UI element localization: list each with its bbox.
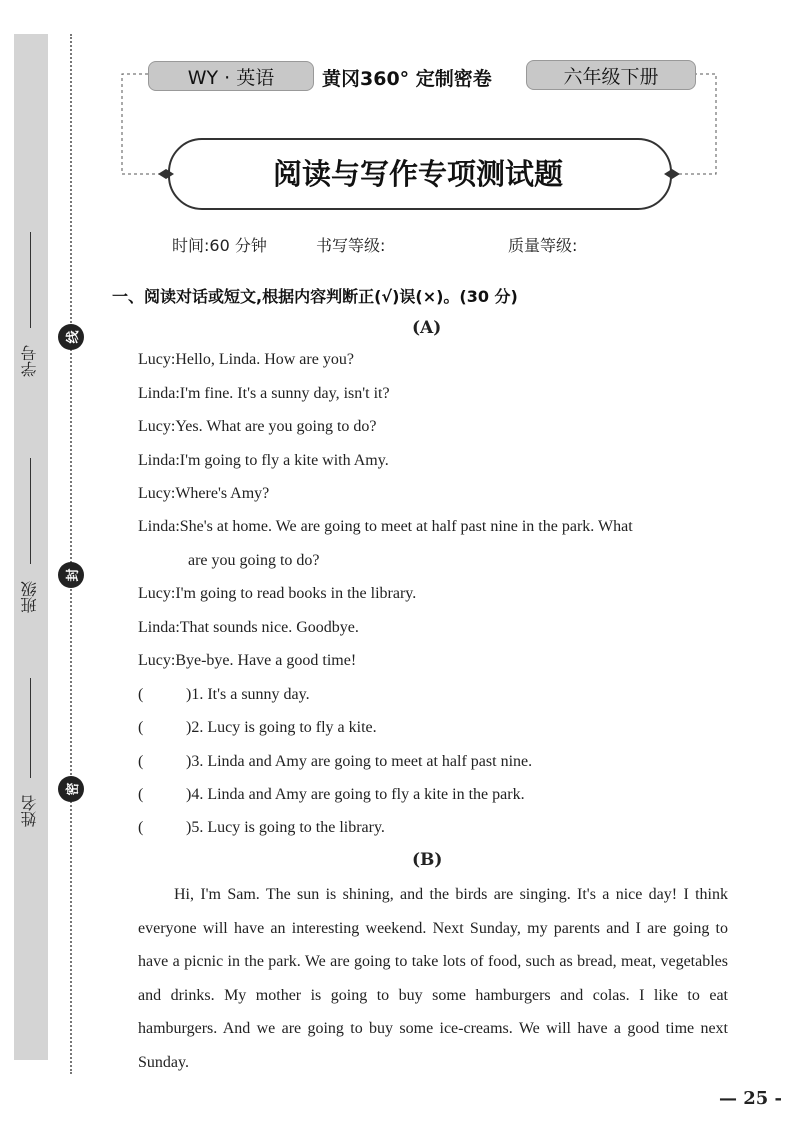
seal-secret-badge: 密 [58, 776, 84, 802]
binding-strip [14, 34, 48, 1060]
brand-label: 黄冈360° 定制密卷 [322, 68, 492, 90]
part-a-label: (A) [412, 318, 442, 338]
question-text: )4. Linda and Amy are going to fly a kite in the park. [186, 786, 525, 803]
question-text: )1. It's a sunny day. [186, 686, 310, 703]
seal-seal-badge: 封 [58, 562, 84, 588]
student-no-label: 学号 [20, 345, 39, 377]
time-info: 时间:60 分钟 [172, 236, 267, 255]
answer-bracket[interactable]: ( [138, 753, 144, 770]
dialogue-line: Lucy:Where's Amy? [138, 485, 270, 502]
answer-bracket[interactable]: ( [138, 819, 144, 836]
dialogue-line: Linda:She's at home. We are going to meet at half past nine in the park. What [138, 518, 633, 535]
seal-line-badge: 线 [58, 324, 84, 350]
dialogue-line: Linda:I'm fine. It's a sunny day, isn't it? [138, 385, 390, 402]
quality-grade-label: 质量等级: [508, 236, 578, 255]
dialogue-line: Lucy:Bye-bye. Have a good time! [138, 652, 357, 669]
page-title: 阅读与写作专项测试题 [272, 156, 563, 191]
section-heading: 一、阅读对话或短文,根据内容判断正(√)误(×)。(30 分) [112, 287, 518, 306]
subject-badge: WY · 英语 [148, 61, 314, 91]
dialogue-line: Lucy:Yes. What are you going to do? [138, 418, 377, 435]
reading-passage: Hi, I'm Sam. The sun is shining, and the birds are singing. It's a nice day! I think everyone will have an interesting weekend. Next Sunday, my parents and I are going to have a picnic in the park. We are going to take lots of food, such as bread, meat, vegetables and drinks. My mother is going to buy some hamburgers and colas. I like to eat hamburgers. And we are going to buy some ice-creams. We will have a good time next Sunday. [138, 886, 728, 1071]
dialogue-line: Linda:I'm going to fly a kite with Amy. [138, 452, 389, 469]
name-blank [30, 678, 31, 778]
question-text: )2. Lucy is going to fly a kite. [186, 719, 377, 736]
question-text: )3. Linda and Amy are going to meet at half past nine. [186, 753, 533, 770]
student-no-blank [30, 232, 31, 328]
answer-bracket[interactable]: ( [138, 719, 144, 736]
question-text: )5. Lucy is going to the library. [186, 819, 385, 836]
answer-bracket[interactable]: ( [138, 686, 144, 703]
class-blank [30, 458, 31, 564]
class-label: 班级 [20, 581, 39, 613]
answer-bracket[interactable]: ( [138, 786, 144, 803]
dialogue-line: Lucy:Hello, Linda. How are you? [138, 351, 354, 368]
name-label: 姓名 [20, 795, 39, 827]
part-b-label: (B) [412, 850, 443, 870]
grade-badge: 六年级下册 [526, 60, 696, 90]
dialogue-line: Linda:That sounds nice. Goodbye. [138, 619, 359, 636]
dialogue-line: are you going to do? [188, 552, 320, 569]
dialogue-line: Lucy:I'm going to read books in the library. [138, 585, 417, 602]
writing-grade-label: 书写等级: [316, 236, 386, 255]
page-number: — 25 - [718, 1088, 782, 1109]
cut-line [70, 34, 72, 1074]
